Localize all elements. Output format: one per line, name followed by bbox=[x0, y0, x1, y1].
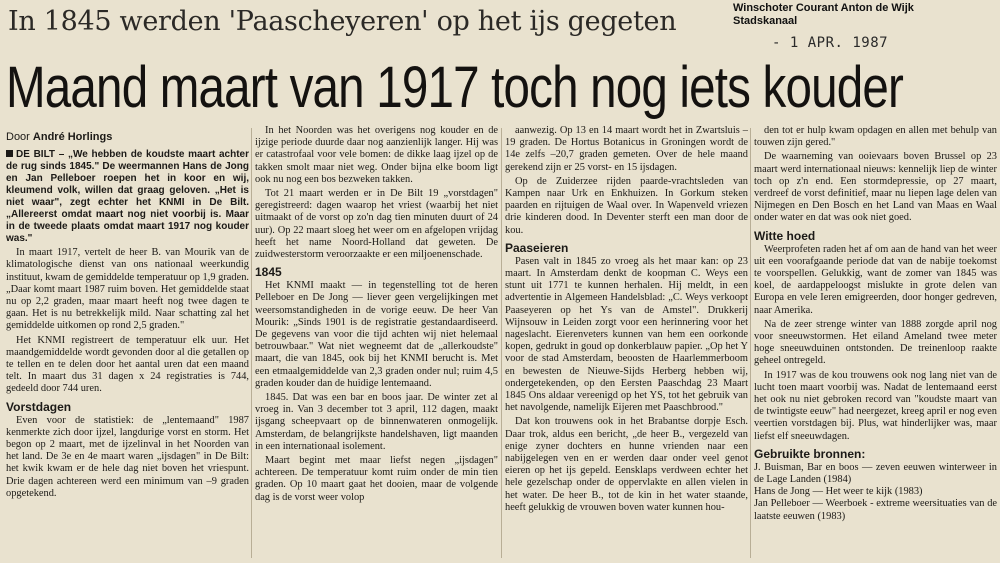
paragraph: Tot 21 maart werden er in De Bilt 19 „vorstdagen" geregistreerd: dagen waarop het vriest (waarbij het niet uitmaakt of de vorst op zo'n dag tien minuten duurt of 24 uur). Op 22 maart sloeg het weer om en afgelopen vrijdag heeft het name Noord-Holland dat geweten. De zuidwesterstorm veroorzaakte er een miljoenenschade. bbox=[255, 188, 498, 261]
paragraph: aanwezig. Op 13 en 14 maart wordt het in Zwartsluis –19 graden. De Hortus Botanicus in Groningen wordt de 14e zelfs –20,7 graden gemeten. Over de hele maand gerekend zijn er 25 vorst- en 15 ijsdagen. bbox=[505, 125, 748, 173]
article-column-1 bbox=[6, 125, 249, 561]
source-entry: Hans de Jong — Het weer te kijk (1983) bbox=[754, 486, 923, 498]
paragraph: Dat kon trouwens ook in het Brabantse dorpje Esch. Daar trok, aldus een bericht, „de heer B., vergezeld van enige zyner dochters en hunne vrienden naar een nabijgelegen ven en er werden daar onder veel genot eieren op het ijs gepeld. Eensklaps verdween echter het hele gezelschap onder de oppervlakte en allen vielen in het water. De heer B., tot de kin in het water staande, heeft gelukkig de vrouwen boven water kunnen hou- bbox=[505, 416, 748, 513]
column-divider bbox=[750, 128, 751, 558]
paragraph: Maart begint met maar liefst negen „ijsdagen" achtereen. De temperatuur komt ruim onder de min tien graden. Op 10 maart gaat het dooien, maar de volgende dag is de vorst weer volop bbox=[255, 455, 498, 503]
article-column-3 bbox=[505, 125, 748, 561]
paragraph: den tot er hulp kwam opdagen en allen met behulp van touwen zijn gered." bbox=[754, 125, 997, 149]
section-heading-vorstdagen: Vorstdagen bbox=[6, 399, 72, 414]
paragraph: In 1917 was de kou trouwens ook nog lang niet van de lucht toen maart voorbij was. Nadat de lentemaand eerst het ook nu niet gebroken record van "koudste maart van de twintigste eeuw" had neergezet, kreeg april er nog even veertien vorstdagen bij. Plus, wat hinderlijker was, maar liefst elf sneeuwdagen. bbox=[754, 369, 997, 442]
paragraph: Op de Zuiderzee rijden paarde-vrachtsleden van Kampen naar Urk en Enkhuizen. In Gorkum steken paarden en rijtuigen de Waal over. In Wapenveld vriezen drie kinderen dood. In Deventer sterft een man door de kou. bbox=[505, 175, 748, 236]
source-line-newspaper: Winschoter Courant Anton de Wijk bbox=[733, 2, 914, 14]
byline-author: André Horlings bbox=[32, 131, 113, 143]
article-column-2 bbox=[255, 125, 498, 561]
paragraph: Het KNMI registreert de temperatuur elk uur. Het maandgemiddelde wordt gevonden door al die getallen op te tellen en te delen door het aantal uren dat een maand telt. In maart dus 31 dagen x 24 registraties is 744, gedeeld door 744 uren. bbox=[6, 334, 249, 395]
column-divider bbox=[501, 128, 502, 558]
section-heading-1845: 1845 bbox=[255, 265, 282, 280]
paragraph: Weerprofeten raden het af om aan de hand van het weer uit een voorafgaande periode dat van de nabije toekomst te voorspellen. Gelukkig, want de zomer van 1845 was koel, de aardappeloogst mislukte in grote delen van Europa en vele Ieren emigreerden, door honger gedreven, naar Amerika. bbox=[754, 243, 997, 316]
byline bbox=[6, 131, 249, 143]
article-column-4 bbox=[754, 125, 997, 561]
paragraph: In maart 1917, vertelt de heer B. van Mourik van de klimatologische dienst van ons nationaal weerkundig instituut, kwam de gemiddelde temperatuur op 1,9 graden. „Daar komt maart 1987 ruim boven. Het gemiddelde staat nu op 2,2 graden, maar maart heeft nog twee dagen te gaan. Het is nu betrekkelijk mild. Naar schatting zal het gemiddelde uitkomen op rond 2,5 graden." bbox=[6, 247, 249, 332]
subheadline: In 1845 werden 'Paascheyeren' op het ijs gegeten bbox=[8, 6, 677, 37]
headline: Maand maart van 1917 toch nog iets kouder bbox=[6, 55, 904, 120]
paragraph: Pasen valt in 1845 zo vroeg als het maar kan: op 23 maart. In Amsterdam denkt de koopman C. Weys een stunt uit 1771 te kunnen herhalen. Hij meldt, in een advertentie in Algemeen Handelsblad: „C. Weys verkoopt Paaseyeren op het Ys van de Amstel". Drukkerij Wijnsouw in Leiden zorgt voor een herinnering voor het nageslacht. Eierenveters kunnen van hem een oorkonde kopen, gedrukt in goud op donkerblauw papier. „Op het Y voor de stad Amsterdam, beoosten de Haarlemmerboom en bewesten de Nieuwe-Sijds Herberg hebben wij, ondergetekenden, op den Eersten Paaschdag 23 Maart 1845 Ons aldaar vereenigd op het YS, tot het gebruik van het navolgende, namelijk Eijeren met Paaschbrood." bbox=[505, 255, 748, 414]
section-heading-witte-hoed: Witte hoed bbox=[754, 228, 816, 243]
square-bullet-icon bbox=[6, 150, 13, 157]
paragraph: 1845. Dat was een bar en boos jaar. De winter zet al vroeg in. Van 3 december tot 3 april, 112 dagen, maakt ijsgang scheepvaart op de binnenwateren onmogelijk. Amsterdam, de belangrijkste handelshaven, ligt maanden in een internationaal isolement. bbox=[255, 392, 498, 452]
date-stamp: - 1 APR. 1987 bbox=[772, 35, 889, 51]
paragraph: Het KNMI maakt — in tegenstelling tot de heren Pelleboer en De Jong — liever geen vergelijkingen met weersomstandigheden in de vorige eeuw. De heer Van Mourik: „Sinds 1901 is de registratie gestandaardiseerd. De gegevens van voor die tijd achten wij niet helemaal betrouwbaar." Wat niet wegneemt dat de „allerkoudste" maart, die van 1845, ook bij het KNMI berucht is. Met een etmaalgemiddelde van 2,3 graden onder nul; ruim 4,5 graden kouder dan de huidige lentemaand. bbox=[255, 280, 498, 389]
paragraph: Even voor de statistiek: de „lentemaand" 1987 kenmerkte zich door ijzel, langdurige vorst en storm. Het begon op 2 maart, met de ijzelinval in het Noorden van het land. De 3e en 4e maart waren „ijsdagen" in De Bilt: het kwik kwam er de hele dag niet boven het vriespunt. Drie dagen achtereen werd een minimum van –9 graden opgetekend. bbox=[6, 414, 249, 499]
source-entry: Jan Pelleboer — Weerboek - extreme weersituaties van de laatste eeuwen (1983) bbox=[754, 498, 997, 522]
paragraph: De waarneming van ooievaars boven Brussel op 23 maart werd internationaal nieuws: kennelijk liep de winter toch op z'n end. Een stormdepressie, op 27 maart, verdreef de vorst definitief, maar nu liepen lage delen van Nijmegen en Den Bosch en het Land van Maas en Waal onder water en dat was ook niet goed. bbox=[754, 151, 997, 224]
section-heading-paaseieren: Paaseieren bbox=[505, 240, 569, 255]
column-divider bbox=[251, 128, 252, 558]
paragraph: Na de zeer strenge winter van 1888 zorgde april nog voor sneeuwstormen. Het eiland Ameland twee meter hoge sneeuwduinen ontstonden. De treinenloop raakte geheel ontregeld. bbox=[754, 318, 997, 367]
section-heading-bronnen: Gebruikte bronnen: bbox=[754, 446, 866, 461]
source-entry: J. Buisman, Bar en boos — zeven eeuwen winterweer in de Lage Landen (1984) bbox=[754, 461, 997, 486]
paragraph: In het Noorden was het overigens nog kouder en de ijzige periode duurde daar nog aanzienlijk langer. Hij was er catastrofaal voor vele bomen: de dikke laag ijzel op de takken smolt maar niet weg. Onder bijna elke boom ligt ook nu nog een bos bezweken takken. bbox=[255, 125, 498, 185]
lead-paragraph: DE BILT – „We hebben de koudste maart achter de rug sinds 1845." De weermannen Hans de Jong en Jan Pelleboer roepen het in koor en wij, kleumend volk, willen dat graag geloven. „Het is niet waar", zegt echter het KNMI in De Bilt. „Allereerst omdat maart nog niet voorbij is. Maar in de tweede plaats omdat maart 1917 nog kouder was." bbox=[6, 149, 249, 245]
source-note bbox=[733, 2, 993, 28]
byline-prefix: Door bbox=[6, 131, 30, 143]
source-line-place: Stadskanaal bbox=[733, 15, 798, 27]
